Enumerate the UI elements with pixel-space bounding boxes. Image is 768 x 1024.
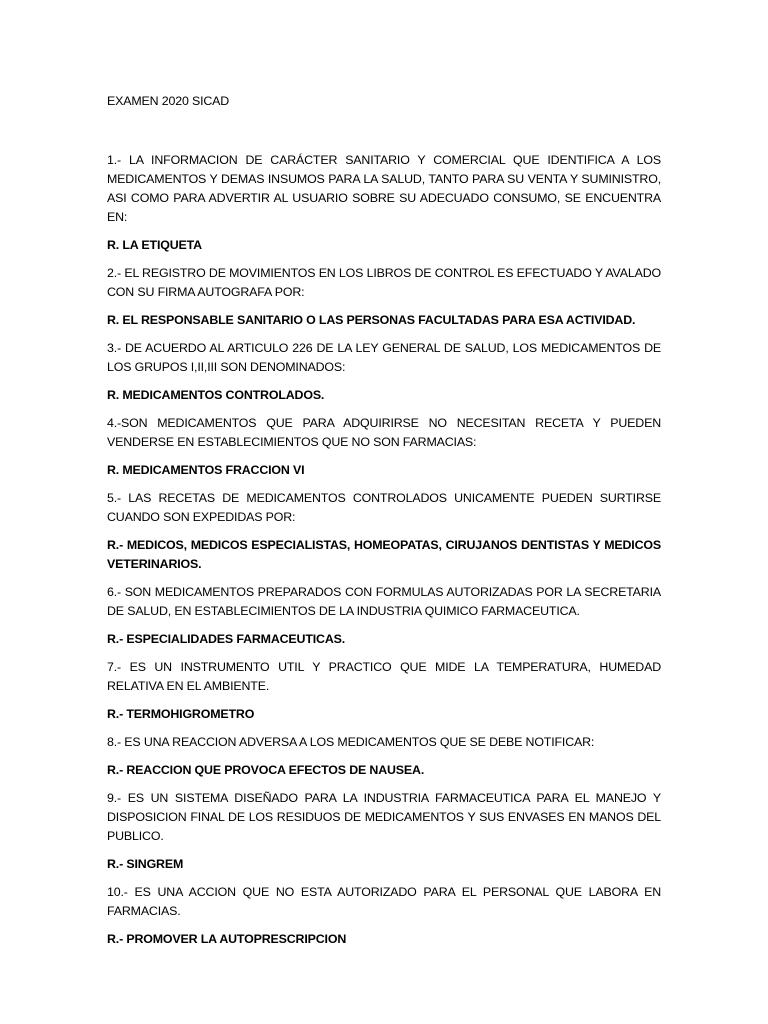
question-7: 7.- ES UN INSTRUMENTO UTIL Y PRACTICO QUE MIDE LA TEMPERATURA, HUMEDAD RELATIVA EN EL AMBIENTE. (107, 660, 661, 693)
answer-6: R.- ESPECIALIDADES FARMACEUTICAS. (107, 632, 346, 646)
answer-7: R.- TERMOHIGROMETRO (107, 707, 255, 721)
question-8: 8.- ES UNA REACCION ADVERSA A LOS MEDICAMENTOS QUE SE DEBE NOTIFICAR: (107, 735, 595, 749)
document-page (107, 92, 661, 958)
question-6: 6.- SON MEDICAMENTOS PREPARADOS CON FORMULAS AUTORIZADAS POR LA SECRETARIA DE SALUD, EN ESTABLECIMIENTOS DE LA INDUSTRIA QUIMICO FARMACEUTICA. (107, 585, 661, 618)
answer-9: R.- SINGREM (107, 857, 184, 871)
question-9: 9.- ES UN SISTEMA DISEÑADO PARA LA INDUSTRIA FARMACEUTICA PARA EL MANEJO Y DISPOSICION FINAL DE LOS RESIDUOS DE MEDICAMENTOS Y SUS ENVASES EN MANOS DEL PUBLICO. (107, 791, 661, 843)
question-4: 4.-SON MEDICAMENTOS QUE PARA ADQUIRIRSE NO NECESITAN RECETA Y PUEDEN VENDERSE EN ESTABLECIMIENTOS QUE NO SON FARMACIAS: (107, 416, 661, 449)
answer-5: R.- MEDICOS, MEDICOS ESPECIALISTAS, HOMEOPATAS, CIRUJANOS DENTISTAS Y MEDICOS VETERINARIOS. (107, 538, 661, 571)
question-2: 2.- EL REGISTRO DE MOVIMIENTOS EN LOS LIBROS DE CONTROL ES EFECTUADO Y AVALADO CON SU FIRMA AUTOGRAFA POR: (107, 266, 661, 299)
question-5: 5.- LAS RECETAS DE MEDICAMENTOS CONTROLADOS UNICAMENTE PUEDEN SURTIRSE CUANDO SON EXPEDIDAS POR: (107, 491, 661, 524)
answer-10: R.- PROMOVER LA AUTOPRESCRIPCION (107, 932, 347, 946)
question-10: 10.- ES UNA ACCION QUE NO ESTA AUTORIZADO PARA EL PERSONAL QUE LABORA EN FARMACIAS. (107, 885, 661, 918)
answer-4: R. MEDICAMENTOS FRACCION VI (107, 463, 305, 477)
answer-8: R.- REACCION QUE PROVOCA EFECTOS DE NAUSEA. (107, 763, 425, 777)
document-title: EXAMEN 2020 SICAD (107, 94, 230, 108)
answer-3: R. MEDICAMENTOS CONTROLADOS. (107, 388, 325, 402)
answer-2: R. EL RESPONSABLE SANITARIO O LAS PERSONAS FACULTADAS PARA ESA ACTIVIDAD. (107, 313, 636, 327)
answer-1: R. LA ETIQUETA (107, 238, 202, 252)
question-1: 1.- LA INFORMACION DE CARÁCTER SANITARIO Y COMERCIAL QUE IDENTIFICA A LOS MEDICAMENTOS Y DEMAS INSUMOS PARA LA SALUD, TANTO PARA SU VENTA Y SUMINISTRO, ASI COMO PARA ADVERTIR AL USUARIO SOBRE SU ADECUADO CONSUMO, SE ENCUENTRA EN: (107, 153, 661, 224)
question-3: 3.- DE ACUERDO AL ARTICULO 226 DE LA LEY GENERAL DE SALUD, LOS MEDICAMENTOS DE LOS GRUPOS I,II,III SON DENOMINADOS: (107, 341, 661, 374)
